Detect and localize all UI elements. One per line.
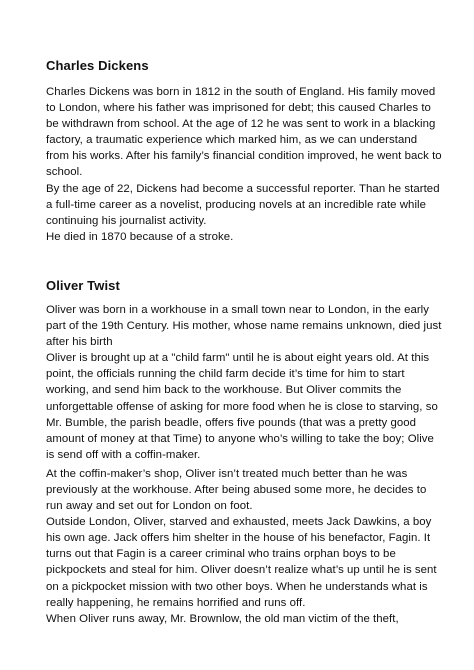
document-content <box>46 56 442 627</box>
paragraph-oliver-coffin-maker: At the coffin-maker’s shop, Oliver isn’t treated much better than he was previously at the workhouse. After being abused some more, he decides to run away and set out for London on foot. <box>46 467 427 513</box>
section-title-oliver-twist: Oliver Twist <box>46 277 120 293</box>
section-title-charles-dickens: Charles Dickens <box>46 58 149 73</box>
paragraph-oliver-fagin: Outside London, Oliver, starved and exhausted, meets Jack Dawkins, a boy his own age. Jack offers him shelter in the house of his benefactor, Fagin. It turns out that Fagin is a career criminal who trains orphan boys to be pickpockets and steal for him. Oliver doesn’t realize what’s up until he is sent on a pickpocket mission with two other boys. When he understands what is really happening, he remains horrified and runs off. <box>46 516 437 609</box>
paragraph-dickens-career: By the age of 22, Dickens had become a successful reporter. Than he started a full-time career as a novelist, producing novels at an incredible rate while continuing his journalist activity. <box>46 182 440 227</box>
paragraph-oliver-birth: Oliver was born in a workhouse in a small town near to London, in the early part of the 19th Century. His mother, whose name remains unknown, died just after his birth <box>46 303 442 349</box>
paragraph-oliver-child-farm: Oliver is brought up at a "child farm" until he is about eight years old. At this point, the officials running the child farm decide it’s time for him to start working, and send him back to the workhouse. But Oliver commits the unforgettable offense of asking for more food when he is close to starving, so Mr. Bumble, the parish beadle, offers five pounds (that was a pretty good amount of money at that Time) to anyone who’s willing to take the boy; Olive is send off with a coffin-maker. <box>46 352 438 461</box>
paragraph-oliver-brownlow: When Oliver runs away, Mr. Brownlow, the old man victim of the theft, <box>46 612 399 625</box>
paragraph-dickens-death: He died in 1870 because of a stroke. <box>46 230 234 243</box>
paragraph-dickens-biography: Charles Dickens was born in 1812 in the south of England. His family moved to London, where his father was imprisoned for debt; this caused Charles to be withdrawn from school. At the age of 12 he was sent to work in a blacking factory, a traumatic experience which marked him, as we can understand from his works. After his family’s financial condition improved, he went back to school. <box>46 86 442 179</box>
